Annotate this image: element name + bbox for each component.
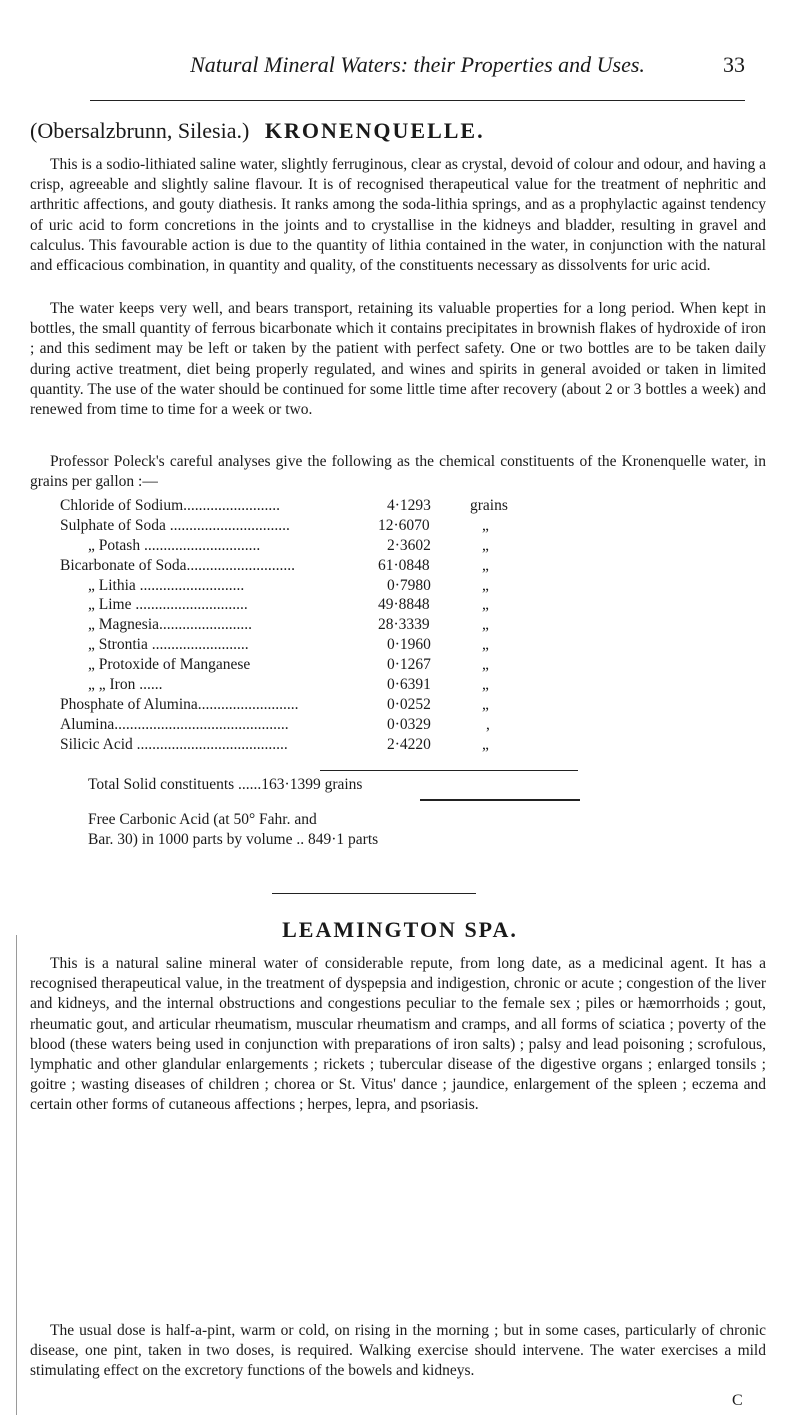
constituent-value: 0·1960	[387, 636, 431, 654]
page-header	[90, 50, 745, 101]
total-rule	[320, 770, 578, 771]
kronenquelle-paragraph-3: Professor Poleck's careful analyses give the following as the chemical constituents of the Kronenquelle water, in grains per gallon :—	[30, 453, 766, 491]
constituent-value: 12·6070	[378, 516, 430, 534]
constituent-row	[60, 655, 580, 675]
constituent-value: 0·0329	[387, 715, 431, 733]
constituent-name: Sulphate of Soda ...............................	[60, 516, 290, 534]
constituents-table	[60, 496, 580, 755]
constituent-row	[60, 556, 580, 576]
kronenquelle-location: (Obersalzbrunn, Silesia.)	[30, 118, 250, 143]
constituent-unit: „	[482, 556, 489, 574]
section-divider	[272, 893, 476, 894]
constituent-unit: grains	[470, 497, 508, 514]
leamington-paragraph-2: The usual dose is half-a-pint, warm or cold, on rising in the morning ; but in some cases, particularly of chronic disease, one pint, taken in two doses, is required. Walking exercise should intervene. The water exercises a mild stimulating effect on the excretory functions of the bowels and kidneys.	[30, 1322, 766, 1380]
constituent-value: 49·8848	[378, 596, 430, 614]
kronenquelle-paragraph-2: The water keeps very well, and bears transport, retaining its valuable properties for a long period. When kept in bottles, the small quantity of ferrous bicarbonate which it contains precipitates in brownish flakes of hydroxide of iron ; and this sediment may be left or taken by the patient with perfect safety. One or two bottles are to be taken daily during active treatment, diet being properly regulated, and wines and spirits in general avoided or taken in limited quantity. The use of the water should be continued for some little time after recovery (about 2 or 3 bottles a week) and renewed from time to time for a week or two.	[30, 300, 766, 419]
kronenquelle-paragraph-1: This is a sodio-lithiated saline water, slightly ferruginous, clear as crystal, devoid of colour and odour, and having a crisp, agreeable and slightly saline flavour. It is of recognised therapeutical value for the treatment of nephritic and arthritic affections, and gouty diathesis. It ranks among the soda-lithia springs, and as a prophylactic against tendency of uric acid to form concretions in the joints and to crystallise in the kidneys and bladder, resulting in gravel and calculus. This favourable action is due to the quantity of lithia contained in the water, in conjunction with the natural and efficacious combination, in quantity and quality, of the constituents necessary as dissolvents for uric acid.	[30, 156, 766, 275]
constituent-value: 0·6391	[387, 676, 431, 694]
constituent-unit: „	[482, 695, 489, 713]
constituent-name: „ Magnesia........................	[88, 616, 253, 634]
page-number: 33	[723, 52, 745, 77]
constituent-name: „ Protoxide of Manganese	[88, 656, 251, 674]
constituent-name: „ Potash ..............................	[88, 536, 261, 554]
constituent-unit: „	[482, 735, 489, 753]
constituent-unit: „	[482, 616, 489, 634]
kronenquelle-heading	[30, 118, 485, 144]
constituent-name: Chloride of Sodium.........................	[60, 497, 281, 514]
constituent-name: Phosphate of Alumina..........................	[60, 695, 299, 713]
total-double-rule	[420, 799, 580, 801]
free-carbonic-acid	[88, 810, 378, 850]
constituent-name: Bicarbonate of Soda............................	[60, 556, 296, 574]
constituent-value: 2·4220	[387, 735, 431, 753]
kronenquelle-title: KRONENQUELLE.	[264, 118, 485, 143]
margin-rule	[16, 935, 17, 1415]
constituent-row	[60, 735, 580, 755]
constituent-name: „ Lithia ...........................	[88, 576, 245, 594]
signature-mark: C	[732, 1392, 743, 1409]
constituent-unit: „	[482, 676, 489, 694]
running-title: Natural Mineral Waters: their Properties and Uses.	[190, 52, 645, 77]
constituent-name: „ Lime .............................	[88, 596, 248, 614]
constituent-row	[60, 635, 580, 655]
constituent-unit: „	[482, 536, 489, 554]
leamington-heading: LEAMINGTON SPA.	[282, 917, 518, 942]
constituent-row	[60, 516, 580, 536]
constituent-row	[60, 536, 580, 556]
constituent-value: 61·0848	[378, 556, 430, 574]
constituent-value: 28·3339	[378, 616, 430, 634]
constituent-row	[60, 695, 580, 715]
constituent-row	[60, 675, 580, 695]
constituent-unit: „	[482, 516, 489, 534]
free-carbonic-line-1: Free Carbonic Acid (at 50° Fahr. and	[88, 811, 317, 828]
constituent-name: „ „ Iron ......	[88, 676, 163, 694]
constituent-value: 2·3602	[387, 536, 431, 554]
constituent-unit: „	[482, 636, 489, 654]
constituent-name: Alumina.............................................	[60, 715, 289, 733]
constituent-value: 0·7980	[387, 576, 431, 594]
constituent-unit: „	[482, 576, 489, 594]
leamington-paragraph-1: This is a natural saline mineral water of considerable repute, from long date, as a medicinal agent. It has a recognised therapeutical value, in the treatment of dyspepsia and indigestion, chronic or acute ; congestion of the liver and kidneys, and the internal obstructions and congestions peculiar to the female sex ; piles or hæmorrhoids ; gout, rheumatic gout, and articular rheumatism, muscular rheumatism and cramps, and all forms of sciatica ; poverty of the blood (these waters being used in conjunction with preparations of iron salts) ; palsy and lead poisoning ; scrofulous, lymphatic and other glandular enlargements ; rickets ; tubercular disease of the digestive organs ; enlarged tonsils ; goitre ; wasting diseases of children ; chorea or St. Vitus' dance ; jaundice, enlargement of the spleen ; eczema and certain other forms of cutaneous affections ; herpes, lepra, and psoriasis.	[30, 955, 766, 1114]
constituent-value: 0·0252	[387, 695, 431, 713]
constituent-value: 0·1267	[387, 656, 431, 674]
constituent-row	[60, 496, 580, 516]
constituent-name: „ Strontia .........................	[88, 636, 249, 654]
constituent-unit: „	[482, 596, 489, 614]
constituent-name: Silicic Acid .......................................	[60, 735, 288, 753]
constituent-row	[60, 576, 580, 596]
free-carbonic-line-2: Bar. 30) in 1000 parts by volume .. 849·1 parts	[88, 831, 379, 848]
constituent-unit: ,	[486, 715, 490, 733]
constituent-row	[60, 615, 580, 635]
constituent-value: 4·1293	[387, 497, 431, 514]
constituent-unit: „	[482, 656, 489, 674]
constituent-row	[60, 595, 580, 615]
total-solid-constituents: Total Solid constituents ......163·1399 grains	[88, 776, 363, 793]
constituent-row	[60, 715, 580, 735]
